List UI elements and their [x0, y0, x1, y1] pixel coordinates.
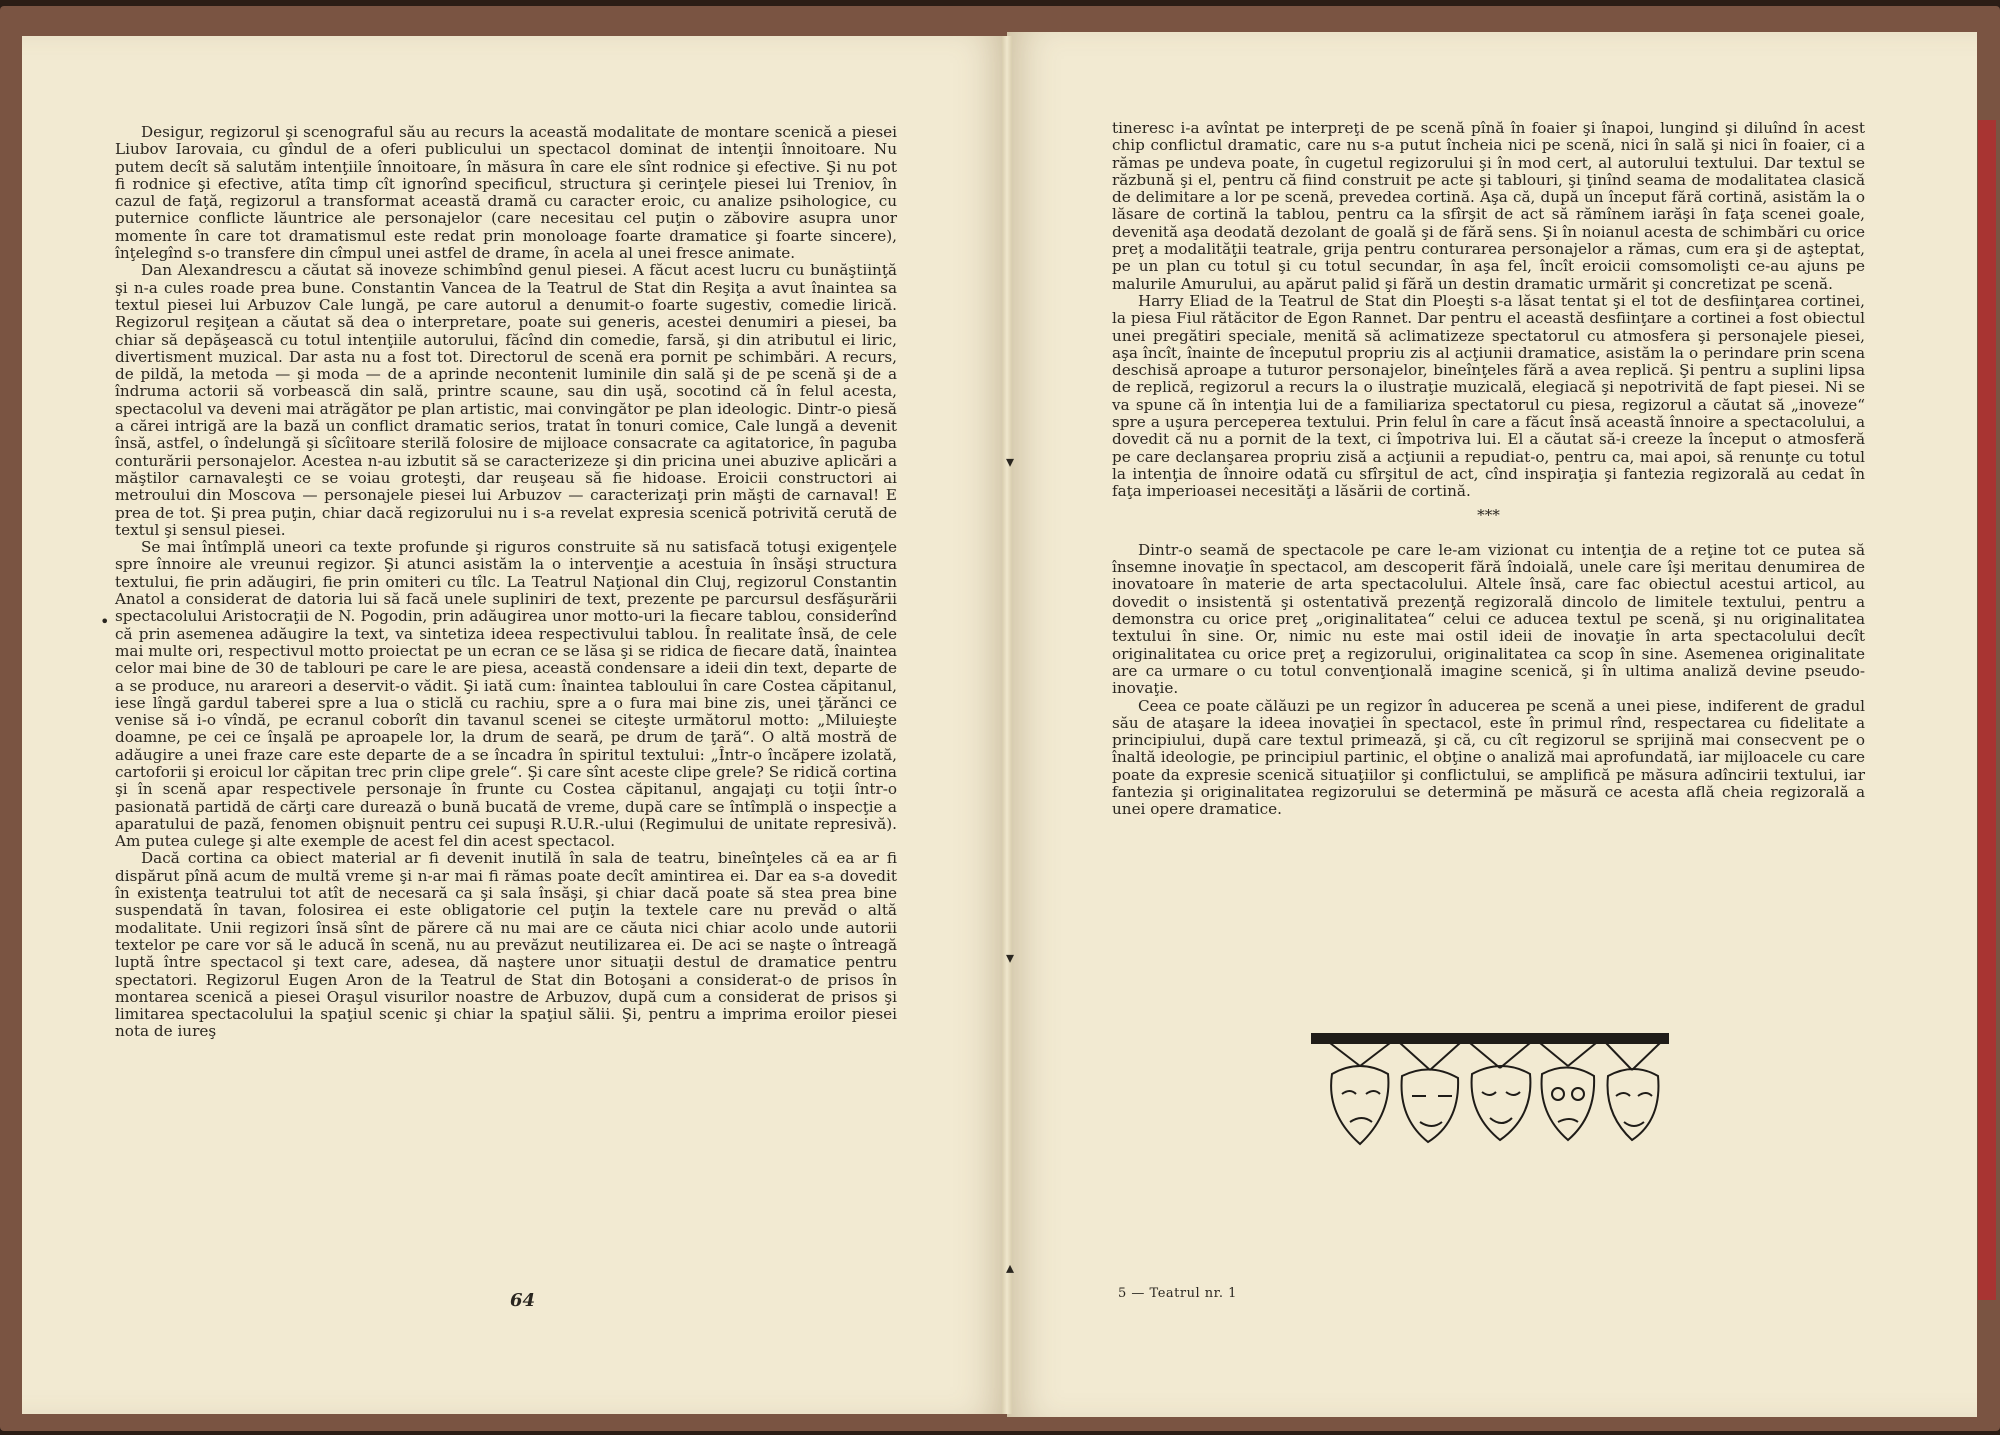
paragraph: Ceea ce poate călăuzi pe un regizor în aducerea pe scenă a unei piese, indiferent de gradul său de ataşare la ideea inovaţiei în spectacol, este în primul rînd, respectarea cu fidelitate a principiului, după care textul primează, şi că, cu cît regizorul se sprijină mai consecvent pe o înaltă ideologie, pe principiul partinic, el obţine o analiză mai aprofundată, iar mijloacele cu care poate da expresie scenică situaţiilor şi conflictului, se amplifică pe măsura adîncirii textului, iar fantezia şi originalitatea regizorului se determină pe măsură ce acesta află cheia regizorală a unei opere dramatice.	[1112, 696, 1865, 819]
binding-mark: ▴	[1006, 1258, 1015, 1277]
binding-mark: ▾	[1006, 948, 1015, 967]
page-number: 64	[510, 1290, 536, 1311]
paragraph: Dintr-o seamă de spectacole pe care le-am vizionat cu intenţia de a reţine tot ce putea să însemne inovaţie în spectacol, am descoperit fără îndoială, unele care îşi meritau denumirea de inovatoare în materie de arta spectacolului. Altele însă, care fac obiectul acestui articol, au dovedit o insistentă şi ostentativă prezenţă regizorală dincolo de limitele textului, pentru a demonstra cu orice preţ „originalitatea“ celui ce aducea textul pe scenă, şi nu originalitatea textului în sine. Or, nimic nu este mai ostil ideii de inovaţie în arta spectacolului decît originalitatea cu orice preţ a regizorului, originalitatea ca scop în sine. Asemenea originalitate are ca urmare o cu totul convenţională imagine scenică, şi în ultima analiză devine pseudo-inovaţie.	[1112, 540, 1865, 698]
paragraph: Harry Eliad de la Teatrul de Stat din Ploeşti s-a lăsat tentat şi el tot de desfiinţarea cortinei, la piesa Fiul rătăcitor de Egon Rannet. Dar pentru el această desfiinţare a cortinei a fost obiectul unei pregătiri speciale, menită să aclimatizeze spectatorul cu atmosfera şi personajele piesei, aşa încît, înainte de începutul propriu zis al acţiunii dramatice, asistăm la o perindare prin scena deschisă aproape a tuturor personajelor, bineînţeles fără a avea replică. Şi pentru a suplini lipsa de replică, regizorul a recurs la o ilustraţie muzicală, elegiacă şi nepotrivită de fapt piesei. Ni se va spune că în intenţia lui de a familiariza spectatorul cu piesa, regizorul a căutat să „inoveze“ spre a uşura perceperea textului. Prin felul în care a făcut însă această înnoire a spectacolului, a dovedit că nu a pornit de la text, ci împotriva lui. El a căutat să-i creeze la început o atmosferă pe care declanşarea propriu zisă a acţiunii a repudiat-o, pentru ca, mai apoi, să renunţe cu totul la intenţia de înnoire odată cu sfîrşitul de act, cînd inspiraţia şi fantezia regizorală au cedat în faţa imperioasei necesităţi a lăsării de cortină.	[1112, 291, 1865, 501]
paragraph: Dan Alexandrescu a căutat să inoveze schimbînd genul piesei. A făcut acest lucru cu bunăştiinţă şi n-a cules roade prea bune. Constantin Vancea de la Teatrul de Stat din Reşiţa a avut înaintea sa textul piesei lui Arbuzov Cale lungă, pe care autorul a denumit-o foarte sugestiv, comedie lirică. Regizorul reşiţean a căutat să dea o interpretare, poate sui generis, acestei denumiri a piesei, ba chiar să depăşească cu totul intenţiile autorului, făcînd din comedie, farsă, şi din atributul ei liric, divertisment muzical. Dar asta nu a fost tot. Directorul de scenă era pornit pe schimbări. A recurs, de pildă, la metoda — şi moda — de a aprinde necontenit luminile din sală şi de pe scenă şi de a îndruma actorii să vorbească din sală, printre scaune, sau din uşă, socotind că în felul acesta, spectacolul va deveni mai atrăgător pe plan artistic, mai convingător pe plan ideologic. Dintr-o piesă a cărei intrigă are la bază un conflict dramatic serios, tratat în tonuri comice, Cale lungă a devenit însă, astfel, o îndelungă şi sîcîitoare sterilă folosire de mijloace consacrate ca agitatorice, în paguba conturării personajelor. Acestea n-au izbutit să se caracterizeze şi din pricina unei abuzive aplicări a măştilor carnavaleşti ce se voiau groteşti, dar reuşeau să fie hidoase. Eroicii constructori ai metroului din Moscova — personajele piesei lui Arbuzov — caracterizaţi prin măşti de carnaval! E prea de tot. Şi prea puţin, chiar dacă regizorului nu i s-a revelat expresia scenică potrivită cerută de textul şi sensul piesei.	[115, 261, 897, 539]
left-page-text	[115, 124, 897, 1041]
paragraph: tineresc i-a avîntat pe interpreţi de pe scenă pînă în foaier şi înapoi, lungind şi diluînd în acest chip conflictul dramatic, care nu s-a putut încheia nici pe scenă, nici în sală şi nici în foaier, ci a rămas pe undeva poate, în cugetul regizorului şi în mod cert, al autorului textului. Dar textul se răzbună şi el, pentru că fiind construit pe acte şi tablouri, şi ţinînd seama de modalitatea clasică de delimitare a lor pe scenă, prevedea cortină. Aşa că, după un început fără cortină, asistăm la o lăsare de cortină la tablou, pentru ca la sfîrşit de act să rămînem iarăşi în faţa scenei goale, devenită aşa deodată dezolant de goală şi de fără sens. Şi în noianul acesta de schimbări cu orice preţ a modalităţii teatrale, grija pentru conturarea personajelor a rămas, cum era şi de aşteptat, pe un plan cu totul şi cu totul secundar, în aşa fel, încît eroicii comsomolişti ce-au ajuns pe malurile Amurului, au apărut palid şi fără un destin dramatic urmărit şi concretizat pe scenă.	[1112, 119, 1865, 293]
margin-dot: •	[100, 612, 110, 631]
right-page-text	[1112, 120, 1865, 819]
theatre-masks-illustration	[1310, 1030, 1670, 1155]
bookmark-band	[1978, 120, 1996, 1300]
paragraph: Dacă cortina ca obiect material ar fi devenit inutilă în sala de teatru, bineînţeles că ea ar fi dispărut pînă acum de multă vreme şi n-ar mai fi rămas poate decît amintirea ei. Dar ea s-a dovedit în existenţa teatrului tot atît de necesară ca şi sala însăşi, şi chiar dacă poate să stea prea bine suspendată în tavan, folosirea ei este obligatorie cel puţin la textele care nu prevăd o altă modalitate. Unii regizori însă sînt de părere că nu mai are ce căuta nici chiar acolo unde autorii textelor pe care vor să le aducă în scenă, nu au prevăzut neutilizarea ei. De aci se naşte o întreagă luptă între spectacol şi text care, adesea, dă naştere unor situaţii destul de dramatice pentru spectatori. Regizorul Eugen Aron de la Teatrul de Stat din Botoşani a considerat-o de prisos în montarea scenică a piesei Oraşul visurilor noastre de Arbuzov, după cum a considerat de prisos şi limitarea spectacolului la spaţiul scenic şi chiar la spaţiul sălii. Şi, pentru a imprima eroilor piesei nota de iureş	[115, 849, 897, 1041]
paragraph: Se mai întîmplă uneori ca texte profunde şi riguros construite să nu satisfacă totuşi exigenţele spre înnoire ale vreunui regizor. Şi atunci asistăm la o intervenţie a acestuia în însăşi structura textului, fie prin adăugiri, fie prin omiteri cu tîlc. La Teatrul Naţional din Cluj, regizorul Constantin Anatol a considerat de datoria lui să facă unele supliniri de text, prezente pe parcursul desfăşurării spectacolului Aristocraţii de N. Pogodin, prin adăugirea unor motto-uri la fiecare tablou, considerînd că prin asemenea adăugire la text, va sintetiza ideea respectivului tablou. În realitate însă, de cele mai multe ori, respectivul motto proiectat pe un ecran ce se lăsa şi se ridica de fiecare dată, înaintea celor mai bine de 30 de tablouri pe care le are piesa, această condensare a ideii din text, departe de a se produce, nu arareori a deservit-o vădit. Şi iată cum: înaintea tabloului în care Costea căpitanul, iese lîngă gardul taberei spre a lua o sticlă cu rachiu, spre a o fura mai bine zis, unei ţărănci ce venise să i-o vîndă, pe ecranul coborît din tavanul scenei se citeşte următorul motto: „Miluieşte doamne, pe cei ce înşală pe aproapele lor, la drum de seară, pe drum de ţară“. O altă mostră de adăugire a unei fraze care este departe de a se încadra în spiritul textului: „Într-o încăpere izolată, cartoforii şi eroicul lor căpitan trec prin clipe grele“. Şi care sînt aceste clipe grele? Se ridică cortina şi în scenă apar respectivele personaje în frunte cu Costea căpitanul, angajaţi cu toţii într-o pasionată partidă de cărţi care durează o bună bucată de vreme, după care se întîmplă o inspecţie a aparatului de pază, fenomen obişnuit pentru cei supuşi R.U.R.-ului (Regimului de unitate represivă). Am putea culege şi alte exemple de acest fel din acest spectacol.	[115, 538, 897, 851]
book-spine	[1002, 36, 1015, 1414]
page-footer: 5 — Teatrul nr. 1	[1118, 1286, 1237, 1301]
paragraph: Desigur, regizorul şi scenograful său au recurs la această modalitate de montare scenică a piesei Liubov Iarovaia, cu gîndul de a oferi publicului un spectacol dominat de intenţii înnoitoare. Nu putem decît să salutăm intenţiile înnoitoare, în măsura în care ele sînt rodnice şi efective. Şi nu pot fi rodnice şi efective, atîta timp cît ignorînd specificul, structura şi cerinţele piesei lui Treniov, în cazul de faţă, regizorul a transformat această dramă cu caracter eroic, cu analize psihologice, cu puternice conflicte lăuntrice ale personajelor (care necesitau cel puţin o zăbovire asupra unor momente în care tot dramatismul este redat prin monoloage foarte dramatice şi foarte sincere), înţelegînd s-o transfere din cîmpul unei astfel de drame, în acela al unei fresce animate.	[115, 123, 897, 263]
binding-mark: ▾	[1006, 452, 1015, 471]
section-separator: ***	[1477, 505, 1500, 524]
